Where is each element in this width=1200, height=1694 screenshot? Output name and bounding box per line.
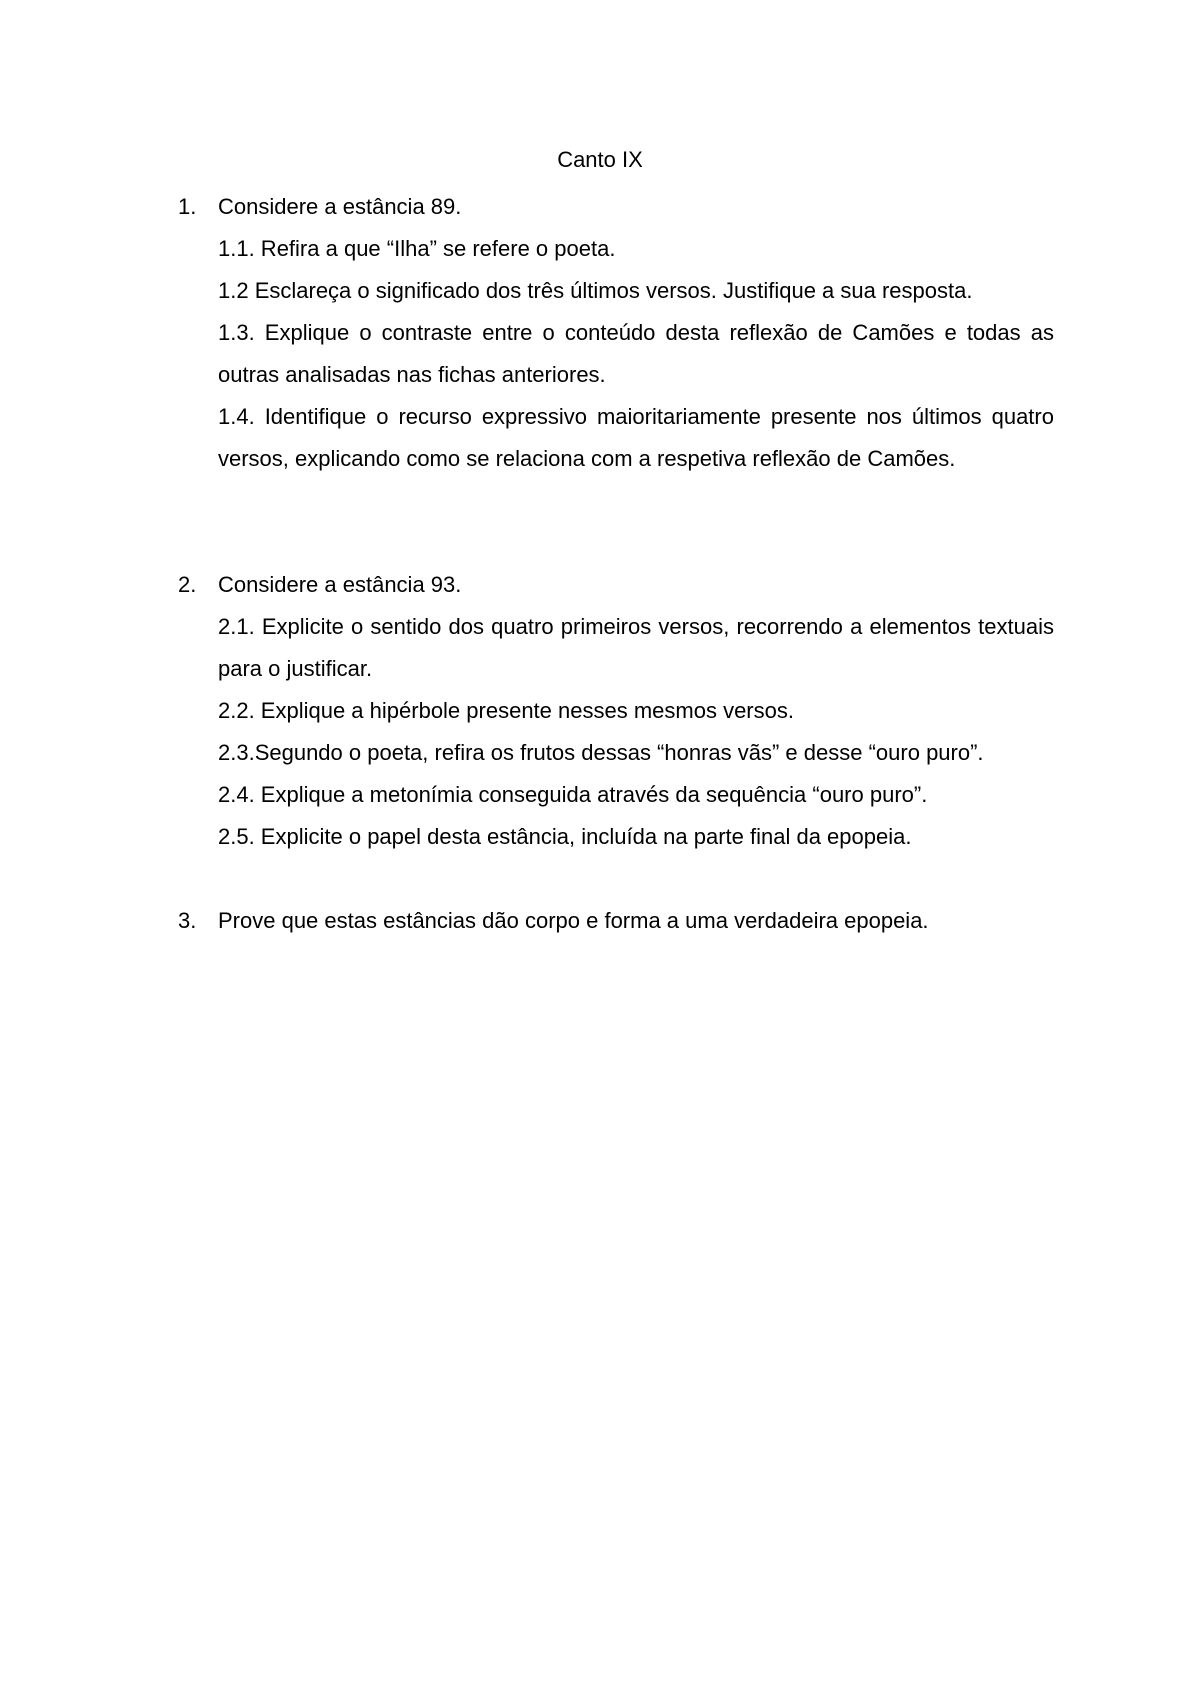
question-2-1: 2.1. Explicite o sentido dos quatro primeiros versos, recorrendo a elementos textuais para o justificar. [218,614,1054,681]
question-2-5: 2.5. Explicite o papel desta estância, incluída na parte final da epopeia. [218,824,912,849]
question-1-text: Considere a estância 89. [218,194,462,219]
question-1-1: 1.1. Refira a que “Ilha” se refere o poeta. [218,236,616,261]
question-3-number: 3. [178,908,197,933]
spacer [178,858,1054,900]
spacer [178,480,1054,564]
question-1-2: 1.2 Esclareça o significado dos três últimos versos. Justifique a sua resposta. [218,278,973,303]
question-1 [178,186,1054,228]
question-2-4: 2.4. Explique a metonímia conseguida através da sequência “ouro puro”. [218,782,928,807]
question-2 [178,564,1054,606]
question-2-number: 2. [178,572,197,597]
question-2-3: 2.3.Segundo o poeta, refira os frutos dessas “honras vãs” e desse “ouro puro”. [218,740,984,765]
question-3 [178,900,1054,942]
page-title: Canto IX [557,147,643,172]
question-1-3: 1.3. Explique o contraste entre o conteúdo desta reflexão de Camões e todas as outras analisadas nas fichas anteriores. [218,320,1054,387]
question-2-2: 2.2. Explique a hipérbole presente nesses mesmos versos. [218,698,794,723]
question-1-number: 1. [178,194,197,219]
question-2-text: Considere a estância 93. [218,572,462,597]
question-list [178,186,1054,942]
question-1-4: 1.4. Identifique o recurso expressivo maioritariamente presente nos últimos quatro versos, explicando como se relaciona com a respetiva reflexão de Camões. [218,404,1054,471]
question-3-text: Prove que estas estâncias dão corpo e forma a uma verdadeira epopeia. [218,908,929,933]
